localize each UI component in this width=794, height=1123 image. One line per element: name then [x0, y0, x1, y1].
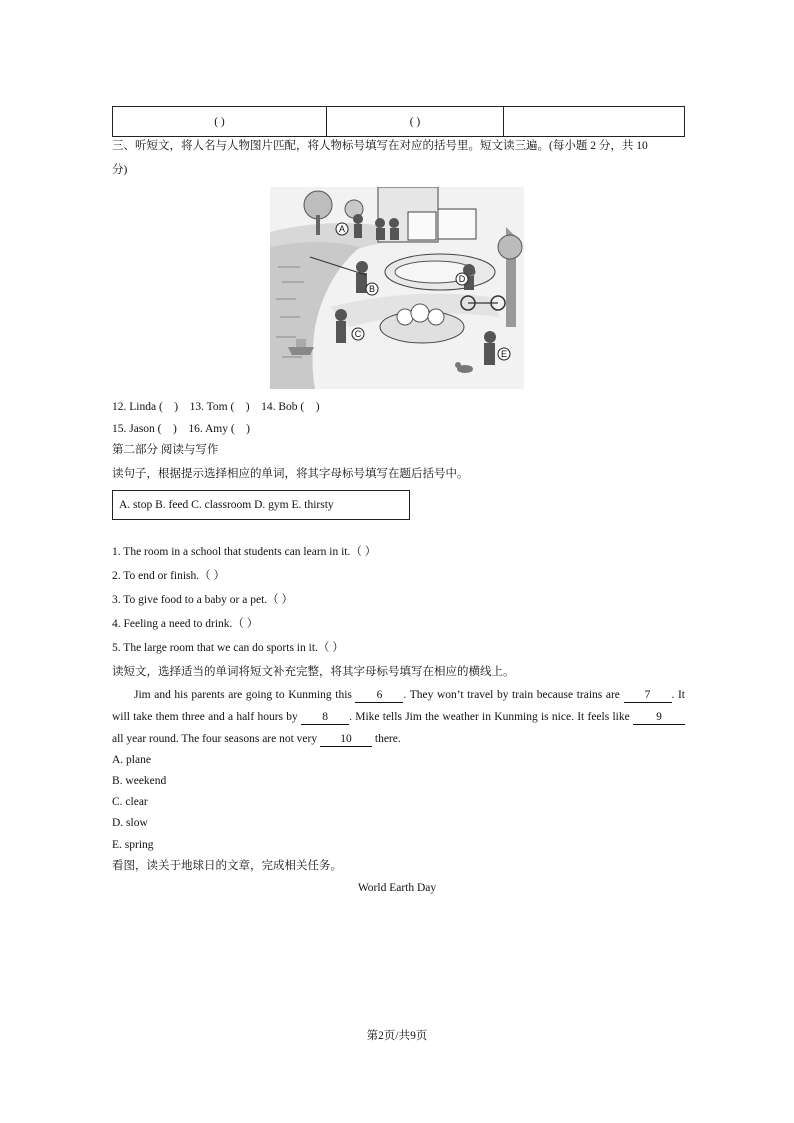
cloze-passage	[112, 684, 685, 750]
section3-instruction-cont: 分)	[112, 164, 128, 176]
picture-label-b: B	[368, 284, 376, 294]
blank-7[interactable]: 7	[624, 688, 672, 703]
word-box: A. stop B. feed C. classroom D. gym E. thirsty	[112, 490, 410, 520]
picture-label-e: E	[500, 349, 508, 359]
park-illustration	[270, 187, 524, 389]
sentence-4: 4. Feeling a need to drink.（ ）	[112, 618, 259, 630]
cloze-text-4: . Mike tells Jim the weather in Kunming is nice. It feels like	[349, 711, 633, 723]
sentence-5: 5. The large room that we can do sports in it.（ ）	[112, 642, 344, 654]
answer-table	[112, 106, 685, 137]
picture-label-d: D	[458, 274, 466, 284]
cloze-text-5: all year round. The four seasons are not very	[112, 733, 320, 745]
option-c: C. clear	[112, 796, 148, 808]
cloze-text-3: . It will take them three and a half hours by	[112, 689, 685, 723]
page-footer: 第2页/共9页	[366, 1030, 428, 1042]
answer-cell-1: ( )	[113, 107, 327, 137]
option-e: E. spring	[112, 839, 154, 851]
earth-day-instruction: 看图，读关于地球日的文章，完成相关任务。	[112, 860, 342, 872]
cloze-instruction: 读短文，选择适当的单词将短文补充完整，将其字母标号填写在相应的横线上。	[112, 666, 515, 678]
option-b: B. weekend	[112, 775, 167, 787]
earth-day-title: World Earth Day	[357, 882, 437, 894]
option-d: D. slow	[112, 817, 148, 829]
answer-cell-2: ( )	[327, 107, 504, 137]
sentence-2: 2. To end or finish.（ ）	[112, 570, 226, 582]
blank-8[interactable]: 8	[301, 710, 349, 725]
sentence-1: 1. The room in a school that students can learn in it.（ ）	[112, 546, 377, 558]
matching-row-2: 15. Jason ( ) 16. Amy ( )	[112, 423, 250, 435]
blank-10[interactable]: 10	[320, 732, 372, 747]
section3-instruction: 三、听短文，将人名与人物图片匹配，将人物标号填写在对应的括号里。短文读三遍。(每小题 2 分，共 10	[112, 140, 648, 152]
blank-6[interactable]: 6	[355, 688, 403, 703]
sentence-3: 3. To give food to a baby or a pet.（ ）	[112, 594, 294, 606]
answer-cell-3	[504, 107, 685, 137]
part2-instruction: 读句子，根据提示选择相应的单词，将其字母标号填写在题后括号中。	[112, 468, 469, 480]
picture-label-a: A	[338, 224, 346, 234]
picture-label-c: C	[354, 329, 362, 339]
cloze-text-1: Jim and his parents are going to Kunming this	[134, 689, 356, 701]
cloze-text-2: . They won’t travel by train because trains are	[403, 689, 624, 701]
matching-row-1: 12. Linda ( ) 13. Tom ( ) 14. Bob ( )	[112, 401, 320, 413]
cloze-text-6: there.	[372, 733, 401, 745]
part2-title: 第二部分 阅读与写作	[112, 444, 219, 456]
blank-9[interactable]: 9	[633, 710, 685, 725]
option-a: A. plane	[112, 754, 151, 766]
